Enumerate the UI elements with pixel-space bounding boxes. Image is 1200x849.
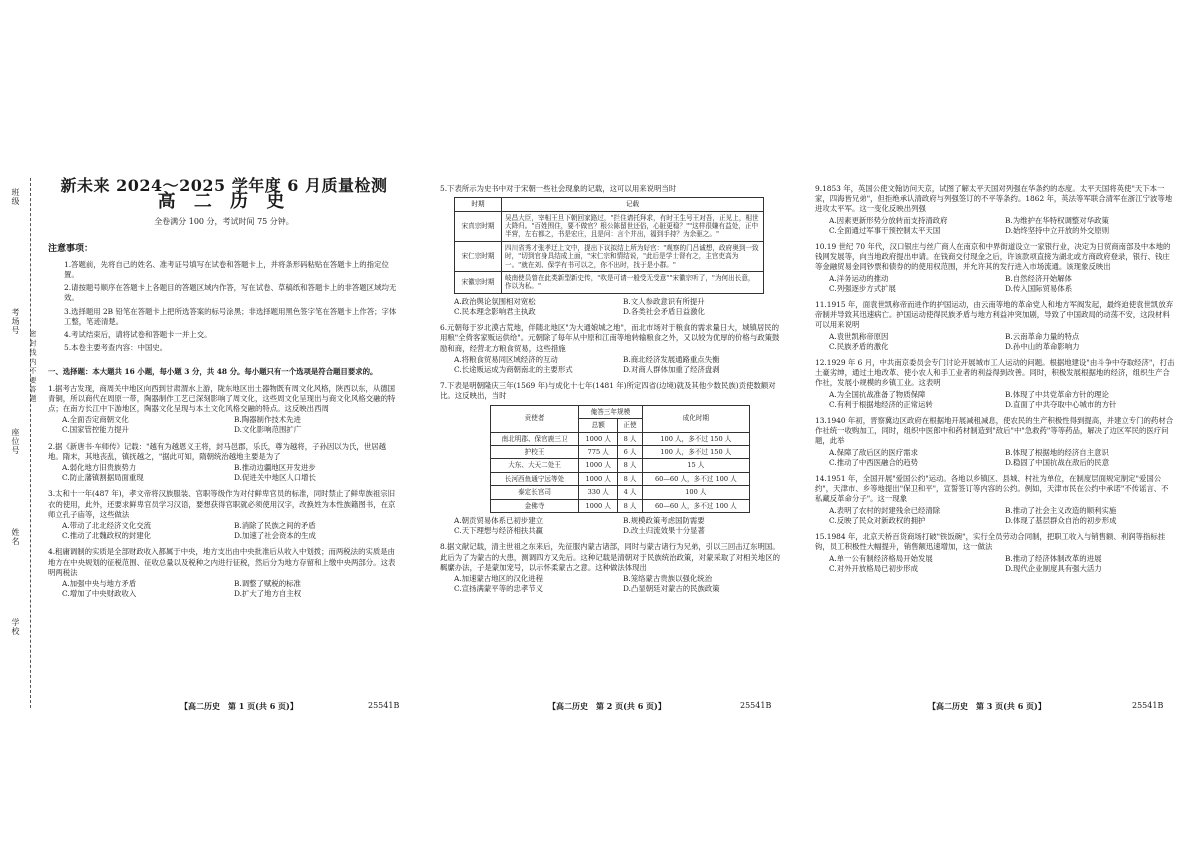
option[interactable]: A.将粮食贸易同区域经济的互动 — [454, 354, 558, 364]
section-heading: 一、选择题：本大题共 16 小题，每小题 3 分，共 48 分。每小题只有一个选项是符合题目要求的。 — [48, 367, 378, 377]
option[interactable]: B.消除了民族之间的矛盾 — [234, 521, 316, 531]
exam-no-label: 考场号 — [11, 308, 20, 335]
question-stem: 6.元朝每于岁北漠古荒地，伴随北地区"为大通娘城之地"，而北市场对于粮食的需求量日大，城镇居民的用粮"全倚客家贩运供给"。元朝除了每年从中原和江南等地转输粮食之外，又以较为优厚的价格与政策鼓励和商，经营北方粮食贸易，这些措施 — [440, 323, 780, 353]
name-label: 姓名 — [11, 528, 20, 546]
option[interactable]: D.体现了基层群众自治的初步形成 — [1005, 515, 1117, 525]
option[interactable]: B.推动了社会主义改造的顺利实施 — [1005, 505, 1117, 515]
table-cell: 金佛寺 — [491, 499, 579, 512]
option[interactable]: B.规模政策考虑国防需要 — [623, 515, 705, 525]
notes-heading: 注意事项： — [48, 243, 94, 254]
option[interactable]: A.表明了农村的封建残余已经清除 — [829, 505, 941, 515]
note-item: 5.本卷主要考查内容：中国史。 — [64, 343, 168, 353]
option[interactable]: A.袁世凯称帝原因 — [829, 331, 889, 341]
option[interactable]: A.为全国抗战准备了物质保障 — [829, 389, 926, 399]
option[interactable]: C.国家管控能力提升 — [62, 425, 129, 435]
option[interactable]: C.天下理想与经济相扶共赢 — [454, 526, 544, 536]
option[interactable]: B.推动了经济体制改革的进展 — [1005, 553, 1102, 563]
table-cell: 775 人 — [579, 445, 618, 458]
table-header: 记载 — [502, 198, 764, 211]
option[interactable]: C.民本理念影响君主执政 — [454, 307, 536, 317]
question-stem: 15.1984 年，北京天桥百货商场打破"铁饭碗"，实行全员劳动合同制，把职工收入与销售额、利润等指标挂钩，员工积极性大幅提升，销售额迅速增加，这一做法 — [815, 532, 1166, 552]
seat-no-label: 座位号 — [11, 428, 20, 455]
footer-page-3: 【高二历史 第 3 页(共 6 页)】 — [928, 701, 1046, 711]
note-item: 1.答题前，先将自己的姓名、准考证号填写在试卷和答题卡上，并将条形码粘贴在答题卡上的指定位置。 — [64, 259, 389, 280]
option[interactable]: B.调整了赋税的标准 — [234, 579, 301, 589]
option[interactable]: D.孙中山的革命影响力 — [1005, 341, 1080, 351]
exam-meta: 全卷满分 100 分，考试时间 75 分钟。 — [154, 217, 294, 227]
table-cell: 60—60 人，多不过 100 人 — [642, 499, 749, 512]
option[interactable]: D.传入国际贸易体系 — [1005, 283, 1073, 293]
option[interactable]: D.促进关中地区人口增长 — [234, 473, 316, 483]
option[interactable]: B.商北经济发展通路重点失衡 — [623, 354, 720, 364]
option[interactable]: B.为维护在华特权调整对华政策 — [1005, 215, 1109, 225]
options — [454, 516, 786, 536]
option[interactable]: B.云南革命力量的特点 — [1005, 331, 1080, 341]
option[interactable]: A.全面否定商朝文化 — [62, 415, 129, 425]
table-cell: 宋仁宗时期 — [455, 241, 502, 271]
question-stem: 9.1853 年，英国公使文翰访问天京，试图了解太平天国对列强在华条约的态度。太平天国将英使"天下本一家，四海皆兄弟"，但拒绝承认清政府与列强签订的不平等条约。1862 年，英法等军联合清军在浙江宁波等地进攻太平军。这一变化反映出列强 — [815, 184, 1173, 214]
note-item: 3.选择题用 2B 铅笔在答题卡上把所选答案的标号涂黑；非选择题用黑色签字笔在答题卡上作答；字体工整，笔迹清楚。 — [64, 306, 397, 326]
table-cell: 8 人 — [618, 499, 642, 512]
footer-page-2: 【高二历史 第 2 页(共 6 页)】 — [548, 701, 666, 711]
table-cell: 大东、大天二处王 — [491, 459, 579, 472]
question-stem: 13.1940 年初，晋察冀边区政府在根据地开展减租减息，使农民的生产积极性得到提高，并建立专门的药材合作社统一收购加工，同时，组织中医郎中和药材制造到"敌后"中"急救药"等等药品，解决了边区军民的医疗问题，此举 — [815, 416, 1174, 446]
table-cell: 宋真宗时期 — [455, 211, 502, 241]
q7-table — [490, 405, 750, 513]
option[interactable]: D.对商人群体加重了经济盘剥 — [623, 365, 720, 375]
table-header: 时期 — [455, 198, 502, 211]
question-stem: 8.据文献记载，清主世祖之东来后，先征服内蒙古诸部，同时与蒙古诸行为兄弟，引以三回击辽东明国。此后为了为蒙古的大患，测调四方又先后。这种记载是清朝对于民族统治政策，对蒙采取了对相关地区的羁縻办法，子是蒙加宠号，以示怀柔蒙古之意。这种做法体现出 — [440, 542, 780, 572]
seal-line-text: 密 封 线 内 不 要 答 题 — [29, 330, 37, 402]
option[interactable]: B.自然经济开始解体 — [1005, 273, 1072, 283]
option[interactable]: D.各类社会矛盾日益激化 — [623, 307, 705, 317]
option[interactable]: C.推动了中西医融合的趋势 — [829, 457, 919, 467]
question-stem: 4.租庸调制的实质是全部财政收入都属于中央，地方支出由中央批准后从收入中划拨；而两税法的实质是由地方在中央规划的征税范围、征收总量以及税种之内进行征税，然后分为地方存留和上缴中央两部分。这表明两税法 — [48, 547, 396, 577]
option[interactable]: A.弱化地方旧贵族势力 — [62, 463, 137, 473]
options — [829, 390, 1175, 410]
q5-table — [454, 197, 764, 294]
question-stem: 1.据考古发现，商周关中地区向西到甘肃渭水上游，陇东地区出土器物既有周文化风格，陕西以东，从德国青铜，所以商代在周原一带，陶器制作工艺已深刻影响了周文化，这些周文化呈现出与商文化风格交融的特点；在南方长江中下游地区，陶器文化呈现与本土文化风格交融的特点。这反映出西周 — [48, 383, 396, 414]
question-stem: 12.1929 年 6 月，中共南京委员会专门讨论开展城市工人运动的问题。根据地建设"由斗争中夺取经济"，打击土豪劣绅，通过土地改革、使小农人和手工业者的利益得到改善。同时，积极发展根据地的经济，组织生产合作社，发展小规模的乡镇工业。这表明 — [815, 358, 1175, 388]
table-row — [491, 499, 750, 512]
question-stem: 10.19 世纪 70 年代，汉口银庄与丝广商人在南京和中界街道设立一家银行业，决定为日贸商南部及中本地的钱网发展等，向当地政府提出申请。在钱商交付现金之后，许该款项直接为湖北或方商政府登录，银行、钱庄等金融贸易金同钞票和债券的的使用权范围，并允许其的发行进入市场流通。该现象反映出 — [815, 242, 1171, 272]
question-stem: 14.1951 年，全国开展"爱国公约"运动。各地以乡镇区、县城、村社为单位，在制度层面规定制定"爱国公约"，天津市、乡等地提出"保卫和平"，宣誓签订等内容的公约。例如，天津市民在公约中承诺"不传谣言、不私藏反革命分子"。这一现象 — [815, 474, 1169, 504]
option[interactable]: D.稳固了中国抗战在敌后的民意 — [1005, 457, 1110, 467]
class-label: 班级 — [11, 188, 20, 206]
options — [829, 554, 1175, 574]
option[interactable]: A.加速蒙古地区的汉化进程 — [454, 573, 543, 583]
option[interactable]: B.陶器制作技术先进 — [234, 415, 301, 425]
table-cell: 1000 人 — [579, 472, 618, 485]
table-cell: 南北明郡、保官鹿三卫 — [491, 432, 579, 445]
question-stem: 3.太和十一年(487 年)，孝文帝将汉族服装、官职等级作为对付鲜卑官员的标准，同时禁止了鲜卑族祖宗旧衣的使用，此外，还要求鲜卑官员学习汉语，要想获得官职就必须使用汉字，改换姓为本性族籍图书，在京师立孔子庙等，这些做法 — [48, 489, 396, 519]
option[interactable]: A.带动了北北经济文化交流 — [62, 521, 151, 531]
table-cell: 岐南使员曾在此类新型新史传，"吹是可请一般受无受意""宋徽宗听了，"为何出长意，作以为私。" — [502, 272, 764, 294]
table-cell: 1000 人 — [579, 432, 618, 445]
footer-code-1: 25541B — [368, 701, 400, 710]
option[interactable]: C.防止藩镇割据局面重现 — [62, 473, 144, 483]
footer-code-3: 25541B — [1132, 701, 1164, 710]
page-3-column — [815, 178, 1175, 574]
option[interactable]: D.凸显朝廷对蒙古的民族政策 — [623, 584, 720, 594]
option[interactable]: C.全面通过军事干预控制太平天国 — [829, 225, 941, 235]
table-cell: 长河西鱼通宁远等处 — [491, 472, 579, 485]
options — [454, 574, 786, 594]
table-row — [491, 472, 750, 485]
table-header: 俺答三年规模 — [579, 405, 643, 418]
page-2-column — [440, 178, 786, 594]
table-cell: 8 人 — [618, 459, 642, 472]
option[interactable]: B.笼络蒙古贵族以强化统治 — [623, 573, 713, 583]
table-header: 总额 — [579, 419, 618, 432]
option[interactable]: A.单一公有制经济格局开始发展 — [829, 553, 933, 563]
options — [62, 521, 400, 541]
option[interactable]: D.加速了社会资本的生成 — [234, 531, 316, 541]
binding-strip — [8, 178, 31, 708]
options — [62, 415, 400, 435]
option[interactable]: A.加强中央与地方矛盾 — [62, 579, 137, 589]
option[interactable]: D.扩大了地方自主权 — [234, 589, 302, 599]
note-item: 2.请按题号顺序在答题卡上各题目的答题区域内作答，写在试卷、草稿纸和答题卡上的非答题区域均无效。 — [64, 283, 397, 303]
options — [829, 448, 1175, 468]
option[interactable]: A.保障了敌后区的医疗需求 — [829, 447, 918, 457]
table-header: 正使 — [618, 419, 642, 432]
question-stem: 5.下表所示为史书中对于宋朝一些社会现象的记载，这可以用来说明当时 — [440, 184, 677, 193]
option[interactable]: D.改土归流效果十分显著 — [623, 526, 705, 536]
table-cell: 100 人 — [642, 486, 749, 499]
option[interactable]: C.增加了中央财政收入 — [62, 589, 137, 599]
option[interactable]: B.文人参政意识有所提升 — [623, 296, 705, 306]
option[interactable]: A.洋务运动的推动 — [829, 273, 889, 283]
table-cell: 吴昌大臣，宰相王旦下朝回家路过，"拦住请托拜求，有时王生号王对吾，正见上，相世大降归。"百姓围住，要不做官？根公陈留世还俗，心脏更稳？""这样很嫌有益处，正中半营，左右都之，书是宏庄，且是问：言个并出，福到手持？为余驱之。" — [502, 211, 764, 241]
footer-page-1: 【高二历史 第 1 页(共 6 页)】 — [180, 701, 298, 711]
school-label: 学校 — [11, 618, 20, 636]
footer-code-2: 25541B — [740, 701, 772, 710]
question-stem: 2.据《新唐书·车师传》记载："越有为越恩义王将，封马邑郡，乐氏，尊为越将，子孙因以为氏，世居越地。隋末，其地丧乱，镇抚越之，"据此可知，隋朝统治越地主要是为了 — [48, 441, 386, 461]
table-cell: 护校王 — [491, 445, 579, 458]
option[interactable]: A.政治舆论氛围相对宽松 — [454, 296, 536, 306]
exam-title: 新未来 2024～2025 学年度 6 月质量检测 — [60, 176, 388, 195]
table-row — [491, 486, 750, 499]
table-cell: 四川省秀才张孝迂上文中，提出下议拟结上所为好官："观察的门吕诚想，政府奥到一致时，"切到官身具结成上面，"宋仁宗和情结说，"此后是学士督有之，主官吏高为一。"就在刘、保学有书可以之，你不出时，找于是小群。" — [502, 241, 764, 271]
options — [829, 274, 1175, 294]
table-cell: 330 人 — [579, 486, 618, 499]
table-cell: 宋徽宗时期 — [455, 272, 502, 294]
option[interactable]: C.有利于根据地经济的正常运转 — [829, 399, 933, 409]
question-stem: 11.1915 年，面袁世凯称帝而进作的护国运动，由云南等地的革命党人和地方军阀发起，最终迫使袁世凯放弃帝制并导致其迅速病亡。护国运动使得民族矛盾与地方利益冲突加剧，导致了中国政局的动荡不安，这段材料可以用来说明 — [815, 300, 1174, 330]
option[interactable]: D.直面了中共夺取中心城市的方针 — [1005, 399, 1117, 409]
option[interactable]: C.宣扬满蒙平等的忠孝节义 — [454, 584, 544, 594]
option[interactable]: C.对外开放格局已初步形成 — [829, 563, 919, 573]
table-cell: 100 人，多不过 150 人 — [642, 432, 749, 445]
table-cell: 100 人，多不过 150 人 — [642, 445, 749, 458]
table-cell: 4 人 — [618, 486, 642, 499]
options — [454, 297, 786, 317]
option[interactable]: C.推动了北魏政权的封建化 — [62, 531, 152, 541]
question-stem: 7.下表是明朝隆庆三年(1569 年)与成化十七年(1481 年)所定四省(边境)就及其他少数民族)贡使数额对比。这反映出，当时 — [440, 381, 776, 401]
table-row — [491, 445, 750, 458]
option[interactable]: B.推动边疆地区开发进步 — [234, 463, 316, 473]
option[interactable]: C.反映了民众对新政权的拥护 — [829, 515, 926, 525]
table-cell: 15 人 — [642, 459, 749, 472]
table-cell: 1000 人 — [579, 499, 618, 512]
option[interactable]: B.体现了根据地的经济自主意识 — [1005, 447, 1109, 457]
table-cell: 6 人 — [618, 445, 642, 458]
option[interactable]: D.现代企业制度具有强大活力 — [1005, 563, 1102, 573]
table-header: 成化时期 — [642, 405, 749, 432]
options — [62, 463, 400, 483]
table-cell: 60—60 人，多不过 100 人 — [642, 472, 749, 485]
options — [829, 332, 1175, 352]
option[interactable]: C.民族矛盾的激化 — [829, 341, 889, 351]
options — [829, 506, 1175, 526]
table-cell: 8 人 — [618, 432, 642, 445]
exam-subject: 高 二 历 史 — [157, 191, 291, 213]
options — [829, 216, 1175, 236]
option[interactable]: D.文化影响范围扩广 — [234, 425, 302, 435]
options — [454, 355, 786, 375]
option[interactable]: A.因素更新形势分放转而支持清政府 — [829, 215, 948, 225]
option[interactable]: C.列强逐步方式扩展 — [829, 283, 896, 293]
option[interactable]: A.朝贡贸易体系已初步建立 — [454, 515, 543, 525]
table-row — [491, 459, 750, 472]
option[interactable]: C.长途贩运成为商朝南北的主要形式 — [454, 365, 573, 375]
option[interactable]: D.始终坚持中立开放的外交原则 — [1005, 225, 1110, 235]
table-row — [491, 432, 750, 445]
table-cell: 8 人 — [618, 472, 642, 485]
page-1-column — [48, 178, 400, 600]
table-cell: 泰定长宫司 — [491, 486, 579, 499]
note-item: 4.考试结束后，请将试卷和答题卡一并上交。 — [64, 330, 212, 340]
table-header: 贡使者 — [491, 405, 579, 432]
option[interactable]: B.体现了中共党革命方针的理论 — [1005, 389, 1109, 399]
options — [62, 579, 400, 599]
table-cell: 1000 人 — [579, 459, 618, 472]
